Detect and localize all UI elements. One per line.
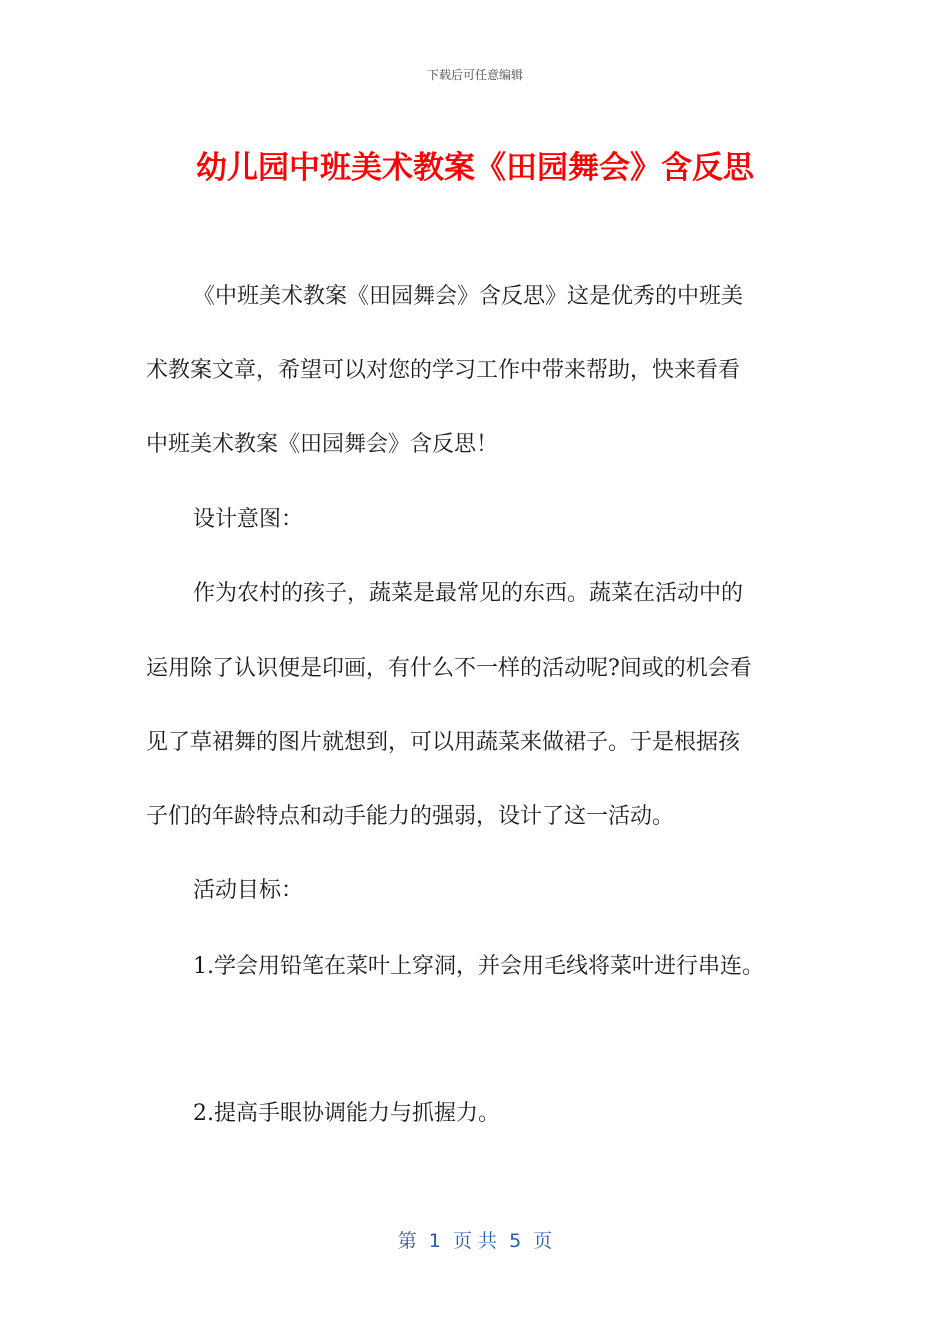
design-paragraph-line-3: 见了草裙舞的图片就想到，可以用蔬菜来做裙子。于是根据孩: [146, 730, 741, 755]
design-intent-heading: 设计意图：: [193, 507, 304, 532]
design-paragraph-line-2: 运用除了认识便是印画，有什么不一样的活动呢?间或的机会看: [146, 656, 752, 681]
document-title: 幼儿园中班美术教案《田园舞会》含反思: [196, 150, 754, 186]
goal-item-2: 2.提高手眼协调能力与抓握力。: [193, 1101, 500, 1126]
header-note: 下载后可任意编辑: [426, 68, 523, 82]
activity-goals-heading: 活动目标：: [193, 878, 304, 903]
intro-paragraph-line-3: 中班美术教案《田园舞会》含反思！: [146, 432, 499, 457]
design-paragraph-line-1: 作为农村的孩子，蔬菜是最常见的东西。蔬菜在活动中的: [193, 581, 744, 606]
page-number-footer: 第 1 页 共 5 页: [397, 1230, 553, 1252]
design-paragraph-line-4: 子们的年龄特点和动手能力的强弱，设计了这一活动。: [146, 804, 675, 829]
intro-paragraph-line-1: 《中班美术教案《田园舞会》含反思》这是优秀的中班美: [193, 284, 744, 309]
goal-item-1: 1.学会用铅笔在菜叶上穿洞，并会用毛线将菜叶进行串连。: [193, 954, 764, 979]
intro-paragraph-line-2: 术教案文章，希望可以对您的学习工作中带来帮助，快来看看: [146, 358, 741, 383]
